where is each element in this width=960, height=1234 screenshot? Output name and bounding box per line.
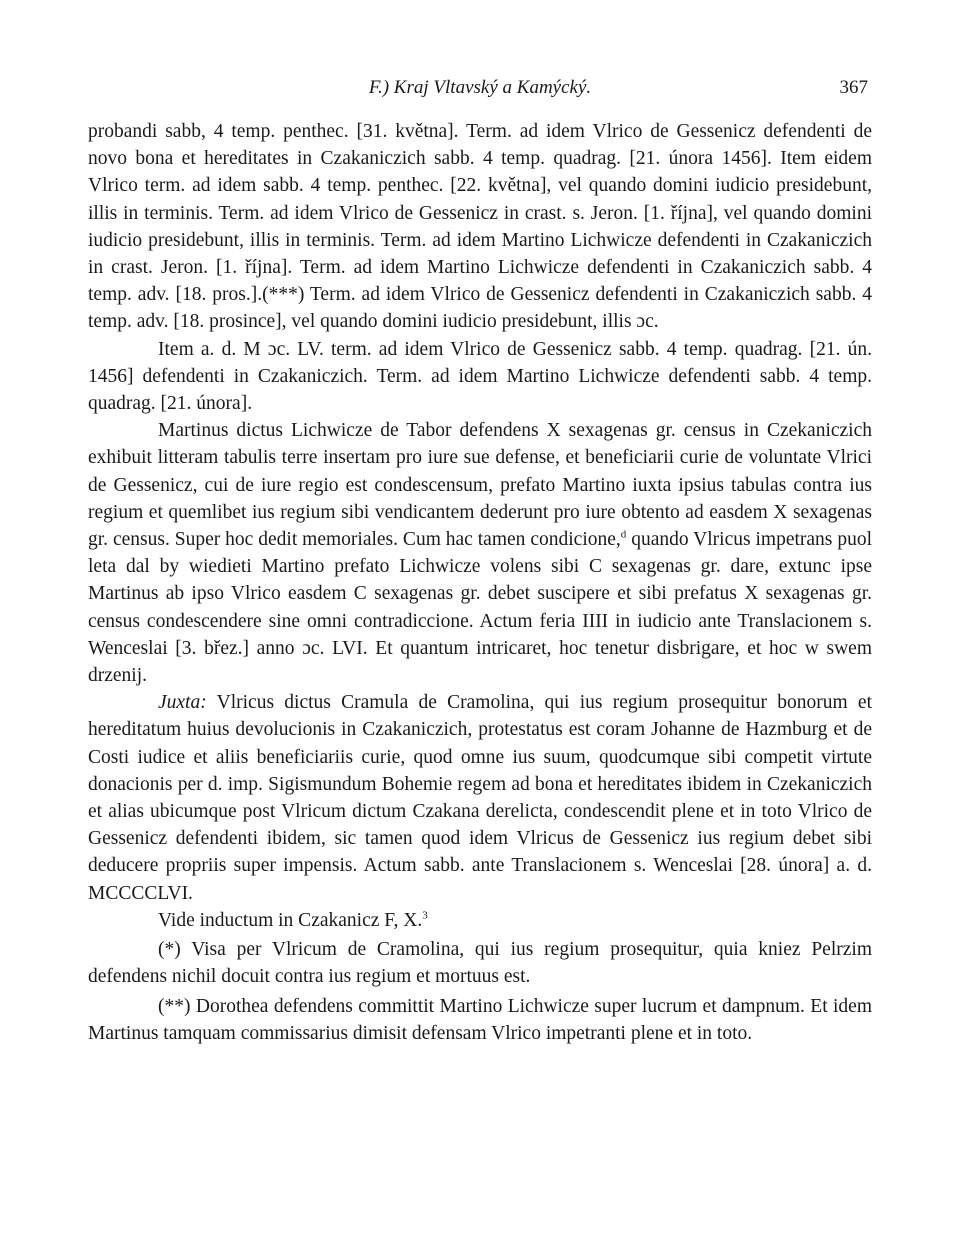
page-header <box>88 70 872 104</box>
paragraph-juxta-text: Vlricus dictus Cramula de Cramolina, qui ius regium prosequitur bonorum et hereditatum huius devolucionis in Czakaniczich, protestatus est coram Johanne de Hazmburg et de Costi iudice et aliis beneficiariis curie, quod omne ius suum, quodcumque sibi competit virtute donacionis per d. imp. Sigismundum Bohemie regem ad bona et hereditates ibidem in Czekaniczich et alias ubicumque post Vlricum dictum Czakana derelicta, condescendit plene et in toto Vlrico de Gessenicz defendenti ibidem, sic tamen quod idem Vlricus de Gessenicz ius regium debet sibi deducere propriis super impensis. Actum sabb. ante Translacionem s. Wenceslai [28. února] a. d. MCCCCLVI. <box>88 692 872 904</box>
paragraph-martinus-text-b: quando Vlricus impetrans puol leta dal by wiedieti Martino prefato Lichwicze volens sibi C sexagenas gr. dare, extunc ipse Martinus ab ipso Vlrico easdem C sexagenas gr. debet suscipere et sibi prefatus X sexagenas gr. census condescendere sine omni contradiccione. Actum feria IIII in iudicio ante Translacionem s. Wenceslai [3. břez.] anno ɔc. LVI. Et quantum intricaret, hoc tenetur disbrigare, et hoc w swem drzenij. <box>88 529 872 687</box>
paragraph-vide <box>88 907 872 934</box>
running-title: F.) Kraj Vltavský a Kamýcký. <box>368 77 592 98</box>
paragraph-item-1455: Item a. d. M ɔc. LV. term. ad idem Vlrico de Gessenicz sabb. 4 temp. quadrag. [21. ún. 1456] defendenti in Czakaniczich. Term. ad idem Martino Lichwicze defendenti sabb. 4 temp. quadrag. [21. února]. <box>88 338 872 415</box>
page-number: 367 <box>839 77 868 98</box>
juxta-label: Juxta: <box>158 692 207 714</box>
footnote-marker-d: d <box>620 528 627 541</box>
footnote-star-1: (*) Visa per Vlricum de Cramolina, qui ius regium prosequitur, quia kniez Pelrzim defendens nichil docuit contra ius regium et mortuus est. <box>88 939 872 988</box>
footnote-star-2: (**) Dorothea defendens committit Martino Lichwicze super lucrum et dampnum. Et idem Martinus tamquam commissarius dimisit defensam Vlrico impetranti plene et in toto. <box>88 995 872 1044</box>
paragraph-terms: probandi sabb, 4 temp. penthec. [31. května]. Term. ad idem Vlrico de Gessenicz defendenti de novo bona et hereditates in Czakaniczich sabb. 4 temp. quadrag. [21. února 1456]. Item eidem Vlrico term. ad idem sabb. 4 temp. penthec. [22. května], vel quando domini iudicio presidebunt, illis in terminis. Term. ad idem Vlrico de Gessenicz in crast. s. Jeron. [1. října], vel quando domini iudicio presidebunt, illis in terminis. Term. ad idem Martino Lichwicze defendenti in Czakaniczich in crast. Jeron. [1. října]. Term. ad idem Martino Lichwicze defendenti in Czakaniczich sabb. 4 temp. adv. [18. pros.].(***) Term. ad idem Vlrico de Gessenicz defendenti in Czakaniczich sabb. 4 temp. adv. [18. prosince], vel quando domini iudicio presidebunt, illis ɔc. <box>88 121 872 333</box>
document-page <box>88 70 872 1047</box>
footnote-marker-3: 3 <box>422 909 428 922</box>
paragraph-martinus-text-a: Martinus dictus Lichwicze de Tabor defendens X sexagenas gr. census in Czekaniczich exhibuit litteram tabulis terre insertam pro iure sue defense, et beneficiarii curie de voluntate Vlrici de Gessenicz, cui de iure regio est condescensum, prefato Martino iuxta ipsius tabulas contra ius regium et quemlibet ius regium sibi vendicantem dederunt pro iure obtento ad easdem X sexagenas gr. census. Super hoc dedit memoriales. Cum hac tamen condicione, <box>88 420 872 551</box>
paragraph-martinus <box>88 417 872 689</box>
paragraph-juxta <box>88 689 872 907</box>
vide-text: Vide inductum in Czakanicz F, X. <box>158 909 423 931</box>
